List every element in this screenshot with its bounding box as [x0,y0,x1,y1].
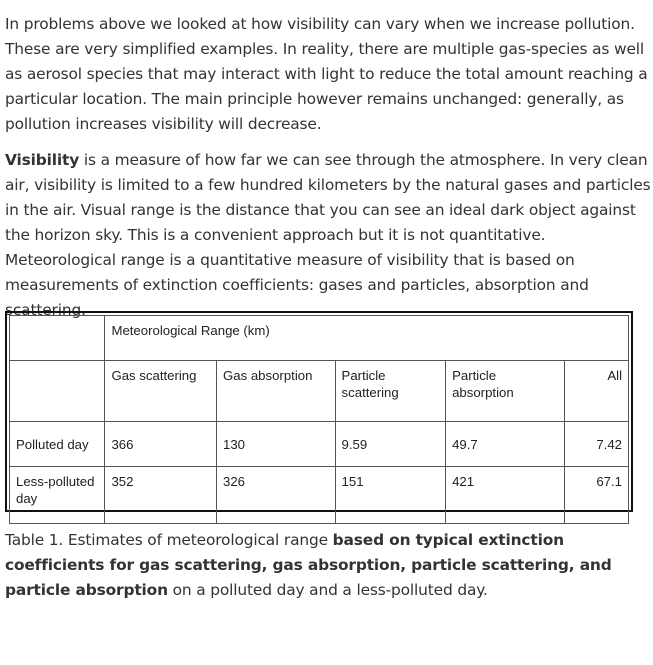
visibility-paragraph [5,148,651,323]
caption-suffix: on a polluted day and a less-polluted day. [167,581,488,599]
visibility-term: Visibility [5,151,80,169]
intro-paragraph: In problems above we looked at how visibility can vary when we increase pollution. These are very simplified examples. In reality, there are multiple gas-species as well as aerosol species that may interact with light to reduce the total amount reaching a particular location. The main principle however remains unchanged: generally, as pollution increases visibility will decrease. [5,15,648,133]
row-label: Less-polluted day [10,467,105,524]
table-cell: 421 [446,467,565,524]
table-cell: 9.59 [335,422,446,467]
group-header: Meteorological Range (km) [105,316,629,361]
row-label: Polluted day [10,422,105,467]
column-header: Gas absorption [216,361,335,422]
table-caption [5,528,651,603]
table-row [10,467,629,524]
column-header: Gas scattering [105,361,217,422]
table-cell: 366 [105,422,217,467]
column-header: Particle absorption [446,361,565,422]
table-cell: 130 [216,422,335,467]
table-cell: 151 [335,467,446,524]
table-cell: 326 [216,467,335,524]
corner-cell [10,316,105,361]
caption-bold: based on typical extinction coefficients for gas scattering, gas absorption, particle scattering, and particle absorption [5,531,612,599]
visibility-definition: is a measure of how far we can see through the atmosphere. In very clean air, visibility is limited to a few hundred kilometers by the natural gases and particles in the air. Visual range is the distance that you can see an ideal dark object against the horizon sky. This is a convenient approach but it is not quantitative. Meteorological range is a quantitative measure of visibility that is based on measurements of extinction coefficients: gases and particles, absorption and scattering. [5,151,651,319]
table-cell: 352 [105,467,217,524]
column-header: All [564,361,628,422]
table-cell: 7.42 [564,422,628,467]
column-header: Particle scattering [335,361,446,422]
row-header-spacer [10,361,105,422]
meteorological-range-table [5,311,633,512]
caption-prefix: Table 1. Estimates of meteorological range [5,531,333,549]
table-cell: 67.1 [564,467,628,524]
table-row [10,422,629,467]
table-cell: 49.7 [446,422,565,467]
